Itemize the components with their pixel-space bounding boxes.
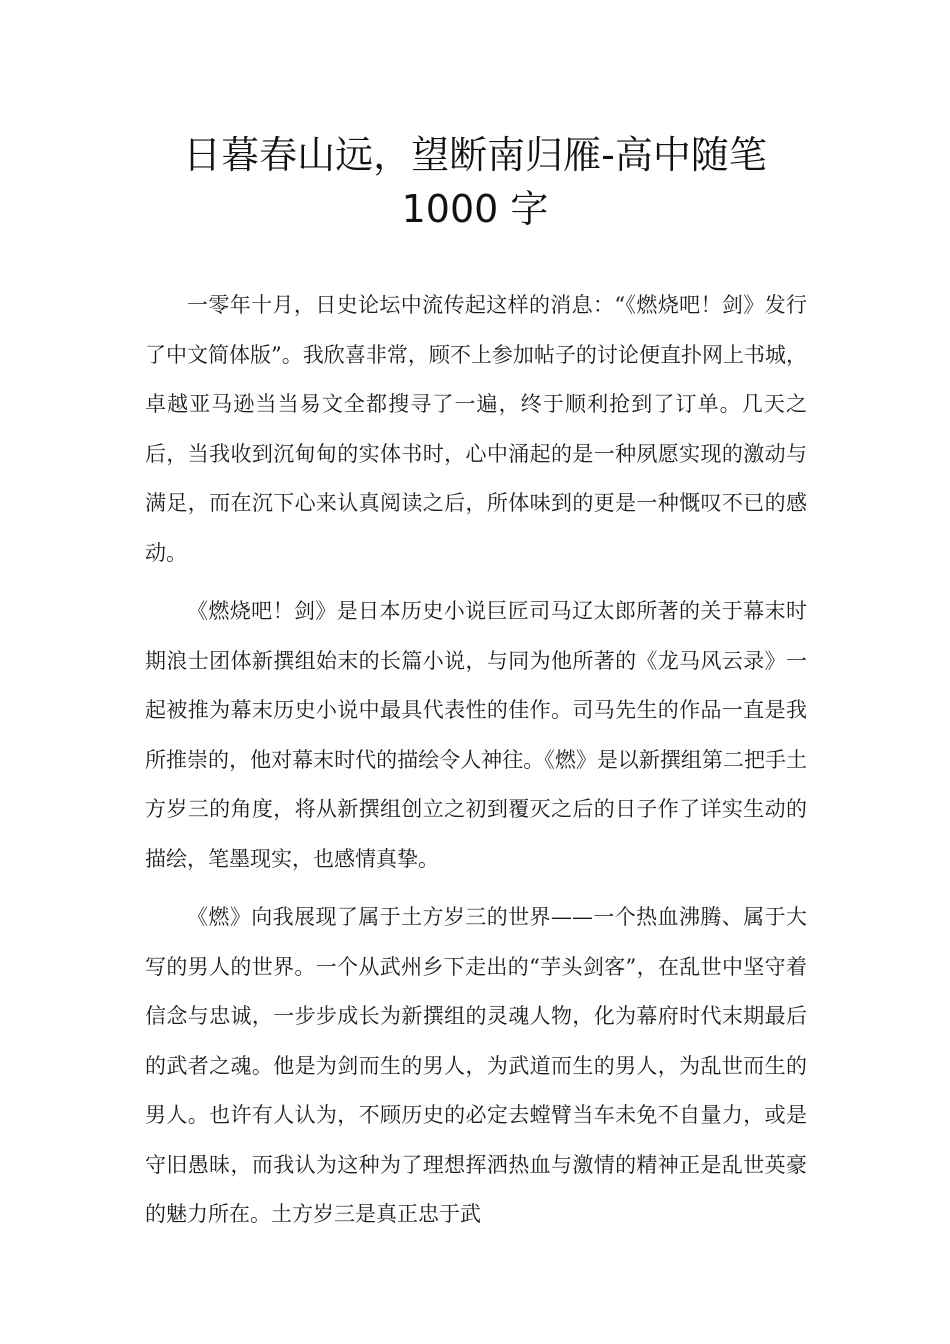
document-body xyxy=(145,281,807,1249)
title-line-2: 1000 字 xyxy=(401,187,549,231)
paragraph-1: 一零年十月，日史论坛中流传起这样的消息：“《燃烧吧！剑》发行了中文简体版”。我欣喜非常，顾不上参加帖子的讨论便直扑网上书城，卓越亚马逊当当易文全都搜寻了一遍，终于顺利抢到了订单。几天之后，当我收到沉甸甸的实体书时，心中涌起的是一种夙愿实现的激动与满足，而在沉下心来认真阅读之后，所体味到的更是一种慨叹不已的感动。 xyxy=(145,293,807,565)
paragraph-2: 《燃烧吧！剑》是日本历史小说巨匠司马辽太郎所著的关于幕末时期浪士团体新撰组始末的长篇小说，与同为他所著的《龙马风云录》一起被推为幕末历史小说中最具代表性的佳作。司马先生的作品一直是我所推崇的，他对幕末时代的描绘令人神往。《燃》是以新撰组第二把手土方岁三的角度，将从新撰组创立之初到覆灭之后的日子作了详实生动的描绘，笔墨现实，也感情真挚。 xyxy=(145,599,807,871)
paragraph-3: 《燃》向我展现了属于土方岁三的世界——一个热血沸腾、属于大写的男人的世界。一个从武州乡下走出的“芋头剑客”，在乱世中坚守着信念与忠诚，一步步成长为新撰组的灵魂人物，化为幕府时代末期最后的武者之魂。他是为剑而生的男人，为武道而生的男人，为乱世而生的男人。也许有人认为，不顾历史的必定去螳臂当车未免不自量力，或是守旧愚昧，而我认为这种为了理想挥洒热血与激情的精神正是乱世英豪的魅力所在。土方岁三是真正忠于武 xyxy=(145,905,807,1226)
document-title xyxy=(0,128,950,236)
title-line-1: 日暮春山远，望断南归雁-高中随笔 xyxy=(183,133,767,177)
